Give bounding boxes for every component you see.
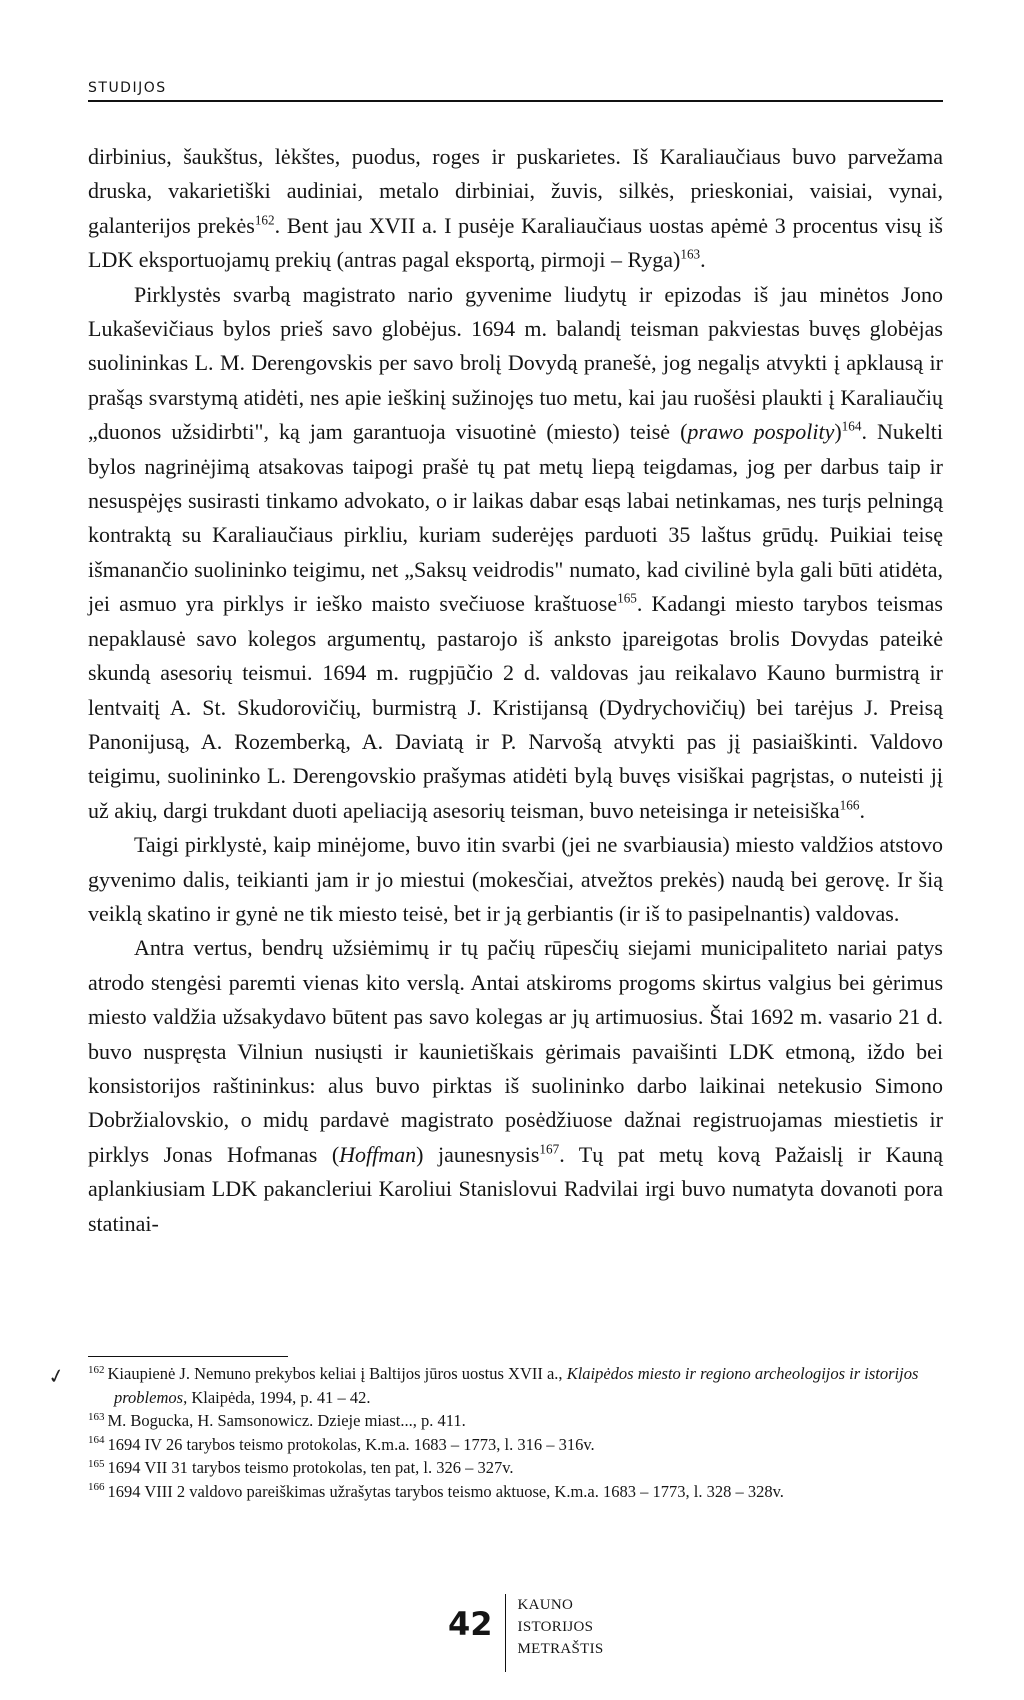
- footnote-164: [88, 1433, 943, 1457]
- footnotes: [88, 1362, 943, 1503]
- paragraph-4-text: Antra vertus, bendrų užsiėmimų ir tų pačių rūpesčių siejami municipaliteto nariai patys atrodo stengėsi paremti vienas kito verslą. Antai atskiroms progoms skirtus valgius bei gėrimus miesto valdžia užsakydavo būtent pas savo kolegas ar jų artimuosius. Štai 1692 m. vasario 21 d. buvo nuspręsta Vilniun nusiųsti ir kaunietiškais gėrimais pavaišinti LDK etmoną, iždo bei konsistorijos raštininkus: alus buvo pirktas iš suolininko darbo laikinai netekusio Simono Dobržialovskio, o midų pardavė magistrato posėdžiuose dažnai registruojamas miestietis ir pirklys Jonas Hofmanas (: [88, 935, 943, 1167]
- paragraph-4-text-2: ) jaunesnysis: [416, 1141, 540, 1167]
- paragraph-4-italic: Hoffman: [339, 1141, 417, 1167]
- paragraph-1-text-2: . Bent jau XVII a. I pusėje Karaliaučiaus uostas apėmė 3 procentus visų iš LDK eksportuojamų prekių (antras pagal eksportą, pirmoji – Ryga): [88, 212, 943, 273]
- footnote-ref-165[interactable]: 165: [617, 590, 637, 606]
- footnote-number: 162: [88, 1363, 105, 1376]
- footnote-ref-162[interactable]: 162: [254, 212, 275, 228]
- paragraph-1-text: dirbinius, šaukštus, lėkštes, puodus, roges ir puskarietes. Iš Karaliaučiaus buvo parvežama druska, vakarietiški audiniai, metalo dirbiniai, žuvis, silkės, prieskoniai, vaisiai, vynai, galanterijos prekės: [88, 144, 943, 238]
- footnote-ref-163[interactable]: 163: [680, 246, 701, 262]
- paragraph-2-text-4: . Kadangi miesto tarybos teismas nepaklausė savo kolegos argumentų, pastarojo iš anksto įpareigotas brolis Dovydas pateikė skundą asesorių teismui. 1694 m. rugpjūčio 2 d. valdovas jau reikalavo Kauno burmistrą ir lentvaitį A. St. Skudorovičių, burmistrą J. Kristijansą (Dydrychovičių) bei tarėjus J. Preisą Panonijusą, A. Rozemberką, A. Daviatą ir P. Narvošą atvykti pas jį pasiaiškinti. Valdovo teigimu, suolininko L. Derengovskio prašymas atidėti bylą buvęs visiškai pagrįstas, o nuteisti jį už akių, dargi trukdant duoti apeliaciją asesorių teisman, buvo neteisinga ir neteisiška: [88, 591, 943, 823]
- footnote-text: M. Bogucka, H. Samsonowicz. Dzieje miast..., p. 411.: [107, 1411, 466, 1430]
- paragraph-4: [88, 931, 943, 1241]
- footnote-number: 163: [88, 1410, 105, 1423]
- paragraph-3-text: Taigi pirklystė, kaip minėjome, buvo itin svarbi (jei ne svarbiausia) miesto valdžios atstovo gyvenimo dalis, teikianti jam ir jo miestui (mokesčiai, atvežtos prekės) naudą bei gerovę. Ir šią veiklą skatino ir gynė ne tik miesto teisė, bet ir ją gerbiantis (ir iš to pasipelnantis) valdovas.: [88, 832, 943, 926]
- footnote-text: 1694 VIII 2 valdovo pareiškimas užrašytas tarybos teismo aktuose, K.m.a. 1683 – 1773, l. 328 – 328v.: [107, 1481, 784, 1501]
- footnote-166: [88, 1480, 943, 1504]
- footnote-text: 1694 VII 31 tarybos teismo protokolas, ten pat, l. 326 – 327v.: [107, 1458, 514, 1477]
- footnote-163: [88, 1409, 943, 1433]
- footnote-text: 1694 IV 26 tarybos teismo protokolas, K.m.a. 1683 – 1773, l. 316 – 316v.: [107, 1434, 595, 1454]
- paragraph-2-text-5: .: [859, 797, 865, 823]
- journal-title-line-2: ISTORIJOS: [517, 1619, 594, 1635]
- footnote-ref-167[interactable]: 167: [539, 1141, 560, 1157]
- paragraph-2-text: Pirklystės svarbą magistrato nario gyvenime liudytų ir epizodas iš jau minėtos Jono Lukaševičiaus bylos prieš savo globėjus. 1694 m. balandį teisman pakviestas buvęs globėjas suolininkas L. M. Derengovskis per savo brolį Dovydą pranešė, jog negalįs atvykti į apklausą ir prašąs svarstymą atidėti, nes apie ieškinį sužinojęs tuo metu, kai jau ruošėsi plaukti į Karaliaučių „duonos užsidirbti", ką jam garantuoja visuotinė (miesto) teisė (: [88, 281, 943, 445]
- footnote-162: [88, 1362, 943, 1409]
- footnote-number: 164: [88, 1434, 105, 1446]
- paragraph-2-text-3: . Nukelti bylos nagrinėjimą atsakovas taipogi prašė tų pat metų liepą teigdamas, jog per darbus taip ir nesuspėjęs susirasti tinkamo advokato, o ir laikas dabar esąs labai netinkamas, nes turįs pelningą kontraktą su Karaliaučiaus pirkliu, kuriam suderėjęs parduoti 35 laštus grūdų. Puikiai teisę išmanančio suolininko teigimu, net „Saksų veidrodis" numato, kad civilinė byla gali būti atidėta, jei asmuo yra pirklys ir ieško maisto svečiuose kraštuose: [88, 419, 943, 617]
- paragraph-2: [88, 278, 943, 829]
- footnote-italic: Klaipėdos miesto ir regiono archeologijos ir istorijos problemos: [114, 1364, 919, 1407]
- journal-title-line-1: KAUNO: [517, 1597, 574, 1613]
- footnote-text: Kiaupienė J. Nemuno prekybos keliai į Baltijos jūros uostus XVII a.,: [107, 1364, 567, 1383]
- folio: [448, 1594, 604, 1672]
- running-head: STUDIJOS: [88, 80, 943, 102]
- paragraph-2-text-2: ): [834, 419, 842, 445]
- paragraph-2-italic: prawo pospolity: [687, 419, 835, 445]
- journal-title: [505, 1594, 604, 1672]
- footnote-165: [88, 1456, 943, 1480]
- footnote-ref-166[interactable]: 166: [839, 797, 860, 813]
- paragraph-3: [88, 828, 943, 931]
- page-number: 42: [448, 1605, 493, 1643]
- footnote-number: 166: [88, 1481, 105, 1493]
- paragraph-4-text-3: . Tų pat metų kovą Pažaislį ir Kauną aplankiusiam LDK pakancleriui Karoliui Stanislovui Radvilai irgi buvo numatyta dovanoti pora statinai-: [88, 1141, 943, 1236]
- paragraph-1-text-3: .: [700, 247, 706, 273]
- paragraph-1: [88, 140, 943, 278]
- footnote-separator: [88, 1356, 288, 1357]
- body-text: [88, 140, 943, 1241]
- footnote-number: 165: [88, 1457, 105, 1470]
- footnote-ref-164[interactable]: 164: [841, 418, 862, 434]
- footnote-text-2: , Klaipėda, 1994, p. 41 – 42.: [183, 1387, 371, 1407]
- handwritten-check-mark: ✓: [45, 1362, 68, 1390]
- journal-title-line-3: METRAŠTIS: [517, 1641, 604, 1657]
